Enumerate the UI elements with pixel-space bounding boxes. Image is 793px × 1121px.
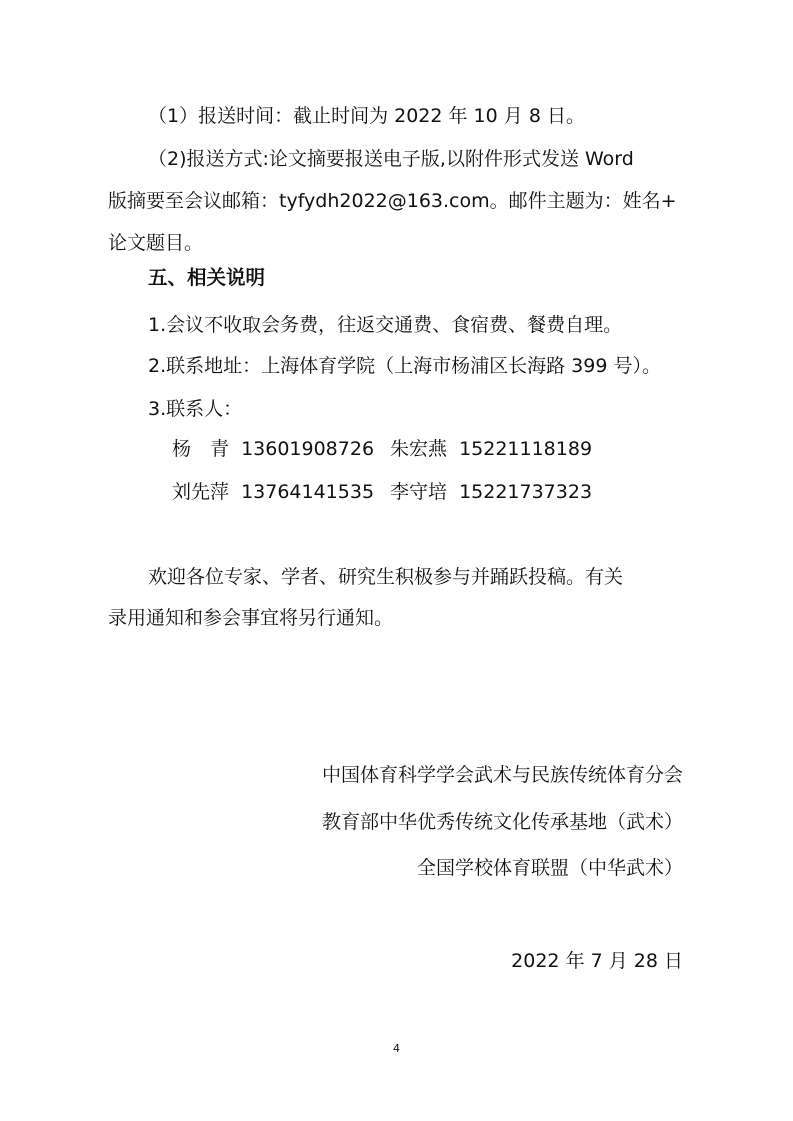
method-paragraph-line2: 版摘要至会议邮箱：tyfydh2022@163.com。邮件主题为：姓名+ — [108, 190, 677, 212]
contact-phone: 13601908726 — [241, 438, 375, 460]
signature-org-3: 全国学校体育联盟（中华武术） — [416, 857, 683, 879]
page-number: 4 — [393, 1042, 400, 1055]
contact-entry — [172, 437, 374, 461]
contact-entry — [172, 480, 374, 504]
closing-paragraph-line1: 欢迎各位专家、学者、研究生积极参与并踊跃投稿。有关 — [148, 566, 624, 588]
note-item-3: 3.联系人： — [148, 398, 243, 420]
method-paragraph-line3: 论文题目。 — [108, 232, 204, 254]
note-item-2: 2.联系地址：上海体育学院（上海市杨浦区长海路 399 号）。 — [148, 355, 661, 377]
closing-paragraph-line2: 录用通知和参会事宜将另行通知。 — [108, 607, 394, 629]
contact-entry — [390, 480, 592, 504]
contact-name: 李守培 — [390, 481, 448, 503]
signature-date: 2022 年 7 月 28 日 — [511, 950, 683, 972]
contact-phone: 15221737323 — [459, 481, 593, 503]
contact-entry — [390, 437, 592, 461]
contact-name: 刘先萍 — [172, 481, 230, 503]
section-heading: 五、相关说明 — [148, 266, 266, 289]
contact-name: 朱宏燕 — [390, 438, 448, 460]
signature-org-1: 中国体育科学学会武术与民族传统体育分会 — [321, 764, 683, 786]
deadline-paragraph: （1）报送时间：截止时间为 2022 年 10 月 8 日。 — [148, 105, 585, 127]
contact-phone: 15221118189 — [459, 438, 593, 460]
contact-phone: 13764141535 — [241, 481, 375, 503]
contact-name: 杨 青 — [172, 438, 230, 460]
note-item-1: 1.会议不收取会务费，往返交通费、食宿费、餐费自理。 — [148, 314, 623, 336]
signature-org-2: 教育部中华优秀传统文化传承基地（武术） — [321, 811, 683, 833]
method-paragraph-line1: （2)报送方式:论文摘要报送电子版,以附件形式发送 Word — [148, 148, 634, 170]
